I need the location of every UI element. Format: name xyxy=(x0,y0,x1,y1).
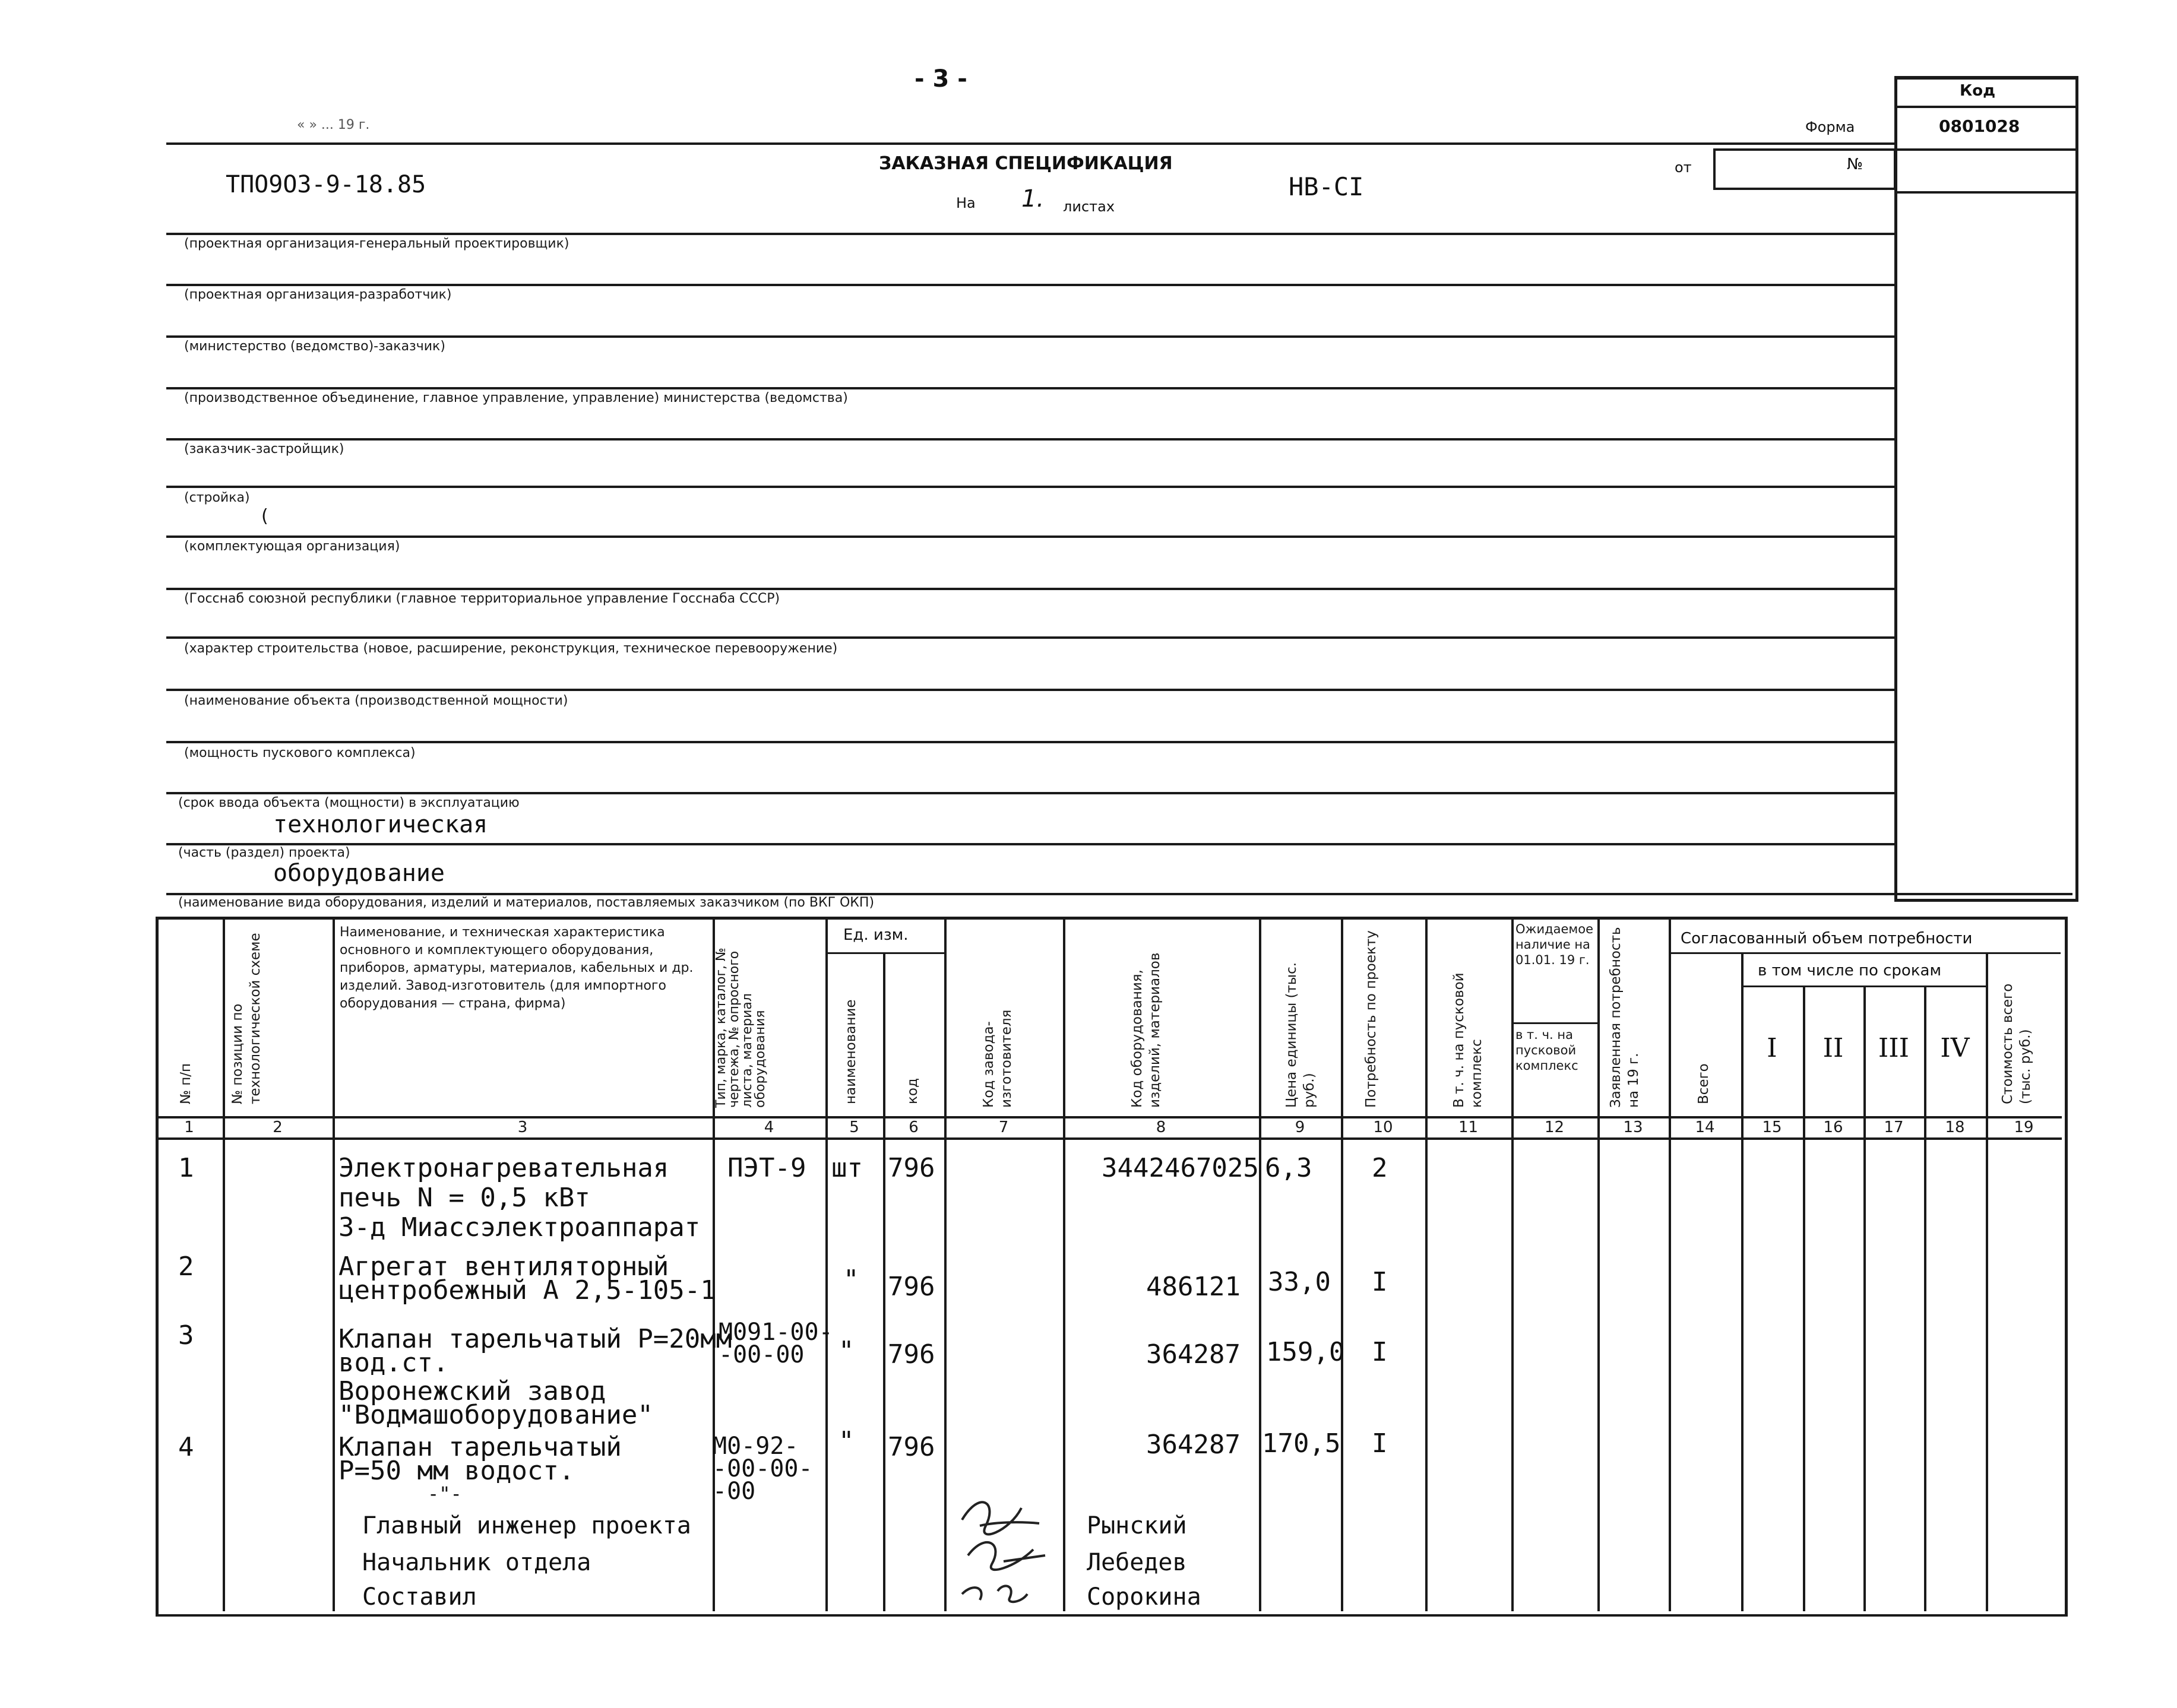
row-qty: I xyxy=(1372,1428,1388,1459)
row-equipment-code: 364287 xyxy=(1146,1339,1241,1370)
col-number: 16 xyxy=(1823,1118,1843,1136)
field-caption: (характер строительства (новое, расширение, реконструкция, техническое перевооружение) xyxy=(184,641,838,656)
col-header-expected-launch: в т. ч. на пусковой комплекс xyxy=(1515,1028,1578,1073)
row-unit: " xyxy=(838,1426,855,1456)
col-number: 2 xyxy=(273,1118,283,1136)
row-qty: 2 xyxy=(1372,1153,1388,1183)
col-number: 19 xyxy=(2014,1118,2034,1136)
col-header-unit-code: код xyxy=(905,1078,920,1104)
field-caption: (комплектующая организация) xyxy=(184,539,400,554)
number-box xyxy=(1713,148,1896,190)
date-line: « » ... 19 г. xyxy=(297,118,370,132)
kod-box xyxy=(1894,76,2078,902)
col-number: 11 xyxy=(1458,1118,1479,1136)
col-number: 15 xyxy=(1762,1118,1782,1136)
field-caption: (мощность пускового комплекса) xyxy=(184,746,416,760)
col-header-unit-group: Ед. изм. xyxy=(843,926,909,944)
row-name-line: вод.ст. xyxy=(338,1348,449,1378)
col-header-total: Всего xyxy=(1696,1063,1711,1104)
col-header-name: Наименование, и техническая характеристика основного и комплектующего оборудования, приборов, арматуры, материалов, кабельных и др. изделий. Завод-изготовитель (для импортного оборудования — страна, фирма) xyxy=(340,925,694,1011)
field-caption: (проектная организация-разработчик) xyxy=(184,287,452,302)
col-header-equipment-code: Код оборудования, изделий, материалов xyxy=(1129,952,1163,1108)
col-header-q1: I xyxy=(1767,1033,1777,1063)
row-name-line: Клапан тарельчатый Р=20мм xyxy=(338,1324,732,1354)
row-qty: I xyxy=(1372,1267,1388,1297)
field-value: ( xyxy=(261,506,268,527)
row-number: 3 xyxy=(178,1320,194,1351)
row-qty: I xyxy=(1372,1337,1388,1367)
col-number: 4 xyxy=(764,1118,774,1136)
forma-label: Форма xyxy=(1805,119,1855,135)
row-price: 170,5 xyxy=(1262,1428,1341,1459)
col-header-price: Цена единицы (тыс. руб.) xyxy=(1284,962,1317,1108)
row-name-line: "Водмашоборудование" xyxy=(338,1400,653,1430)
col-number: 8 xyxy=(1156,1118,1166,1136)
field-value: оборудование xyxy=(273,860,445,887)
row-name-line: -"- xyxy=(428,1482,462,1505)
row-name-line: Клапан тарельчатый xyxy=(338,1432,622,1462)
field-value: технологическая xyxy=(273,811,488,838)
col-header-q4: IV xyxy=(1940,1033,1970,1063)
field-caption: (Госснаб союзной республики (главное территориальное управление Госснаба СССР) xyxy=(184,591,780,606)
field-caption: (срок ввода объекта (мощности) в эксплуатацию xyxy=(178,796,520,810)
row-equipment-code: 3442467025 xyxy=(1102,1153,1259,1183)
col-number: 18 xyxy=(1945,1118,1965,1136)
col-header-declared: Заявленная потребность на 19 г. xyxy=(1608,927,1641,1108)
col-header-q2: II xyxy=(1822,1033,1844,1063)
col-number: 17 xyxy=(1884,1118,1904,1136)
col-header-q3: III xyxy=(1878,1033,1910,1063)
col-header-type: Тип, марка, каталог, № чертежа, № опросного листа, материал оборудования xyxy=(714,948,768,1108)
field-caption: (проектная организация-генеральный проектировщик) xyxy=(184,236,569,251)
row-number: 2 xyxy=(178,1251,194,1282)
ot-label: от xyxy=(1675,159,1692,176)
sheets-prefix: На xyxy=(956,195,976,211)
row-equipment-code: 486121 xyxy=(1146,1272,1241,1302)
row-type-line: -00 xyxy=(713,1478,756,1505)
row-name-line: Агрегат вентиляторный xyxy=(338,1251,669,1282)
row-name-line: З-д Миассэлектроаппарат xyxy=(338,1212,701,1243)
field-caption: (наименование вида оборудования, изделий и материалов, поставляемых заказчиком (по ВКГ ОКП) xyxy=(178,895,875,910)
row-type-line: -00-00- xyxy=(713,1455,813,1482)
col-number: 9 xyxy=(1295,1118,1305,1136)
row-unit-code: 796 xyxy=(888,1432,935,1462)
col-header-pos: № позиции по технологической схеме xyxy=(230,933,263,1104)
col-number: 12 xyxy=(1544,1118,1565,1136)
spec-number: НВ-СI xyxy=(1289,172,1364,201)
row-unit: " xyxy=(843,1265,859,1295)
row-name-line: печь N = 0,5 кВт xyxy=(338,1183,590,1213)
signature-name: Лебедев xyxy=(1087,1549,1187,1576)
row-unit-code: 796 xyxy=(888,1339,935,1370)
handwritten-signatures xyxy=(944,1466,1063,1609)
row-type-line: -00-00 xyxy=(719,1341,805,1368)
row-name-line: Р=50 мм водост. xyxy=(338,1456,575,1486)
col-number: 13 xyxy=(1623,1118,1643,1136)
row-name-line: Воронежский завод xyxy=(338,1376,606,1406)
row-unit: шт xyxy=(831,1153,863,1183)
field-caption: (министерство (ведомство)-заказчик) xyxy=(184,339,445,354)
col-header-need: Потребность по проекту xyxy=(1363,930,1379,1108)
field-caption: (стройка) xyxy=(184,490,250,505)
row-price: 33,0 xyxy=(1268,1267,1331,1297)
field-caption: (часть (раздел) проекта) xyxy=(178,845,350,860)
col-header-launch: В т. ч. на пусковой комплекс xyxy=(1451,972,1485,1108)
row-type-line: ПЭТ-9 xyxy=(727,1153,806,1183)
row-name-line: центробежный А 2,5-105-1 xyxy=(338,1275,716,1305)
field-caption: (производственное объединение, главное управление, управление) министерства (ведомства) xyxy=(184,391,848,405)
row-unit-code: 796 xyxy=(888,1272,935,1302)
col-header-plant-code: Код завода-изготовителя xyxy=(981,1009,1014,1108)
col-header-expected: Ожидаемое наличие на 01.01. 19 г. xyxy=(1515,922,1594,967)
signature-role: Составил xyxy=(362,1583,477,1611)
col-header-unit-name: наименование xyxy=(843,999,859,1104)
signature-name: Рынский xyxy=(1087,1512,1187,1539)
row-unit-code: 796 xyxy=(888,1153,935,1183)
field-caption: (заказчик-застройщик) xyxy=(184,442,344,457)
sheets-suffix: листах xyxy=(1063,198,1115,215)
signature-name: Сорокина xyxy=(1087,1583,1201,1611)
col-number: 7 xyxy=(998,1118,1009,1136)
signature-role: Начальник отдела xyxy=(362,1549,591,1576)
col-header-cost: Стоимость всего (тыс. руб.) xyxy=(2000,983,2033,1104)
col-header-agreed-group: Согласованный объем потребности xyxy=(1681,930,1973,948)
row-price: 6,3 xyxy=(1265,1153,1312,1183)
field-caption: (наименование объекта (производственной мощности) xyxy=(184,693,568,708)
col-header-periods-group: в том числе по срокам xyxy=(1758,962,1942,980)
col-header-n: № п/п xyxy=(178,1063,194,1104)
col-number: 3 xyxy=(517,1118,528,1136)
col-number: 1 xyxy=(184,1118,194,1136)
document-title: ЗАКАЗНАЯ СПЕЦИФИКАЦИЯ xyxy=(879,153,1173,174)
row-number: 1 xyxy=(178,1153,194,1183)
signature-role: Главный инженер проекта xyxy=(362,1512,691,1539)
row-type-line: М091-00- xyxy=(719,1319,833,1346)
row-equipment-code: 364287 xyxy=(1146,1430,1241,1460)
sheets-count: 1. xyxy=(1021,185,1045,213)
page-number: - 3 - xyxy=(915,65,967,93)
row-type-line: М0-92- xyxy=(713,1433,799,1460)
kod-label: Код xyxy=(1960,82,1996,100)
row-price: 159,0 xyxy=(1266,1337,1345,1367)
row-unit: " xyxy=(838,1336,855,1366)
col-number: 5 xyxy=(849,1118,859,1136)
row-number: 4 xyxy=(178,1432,194,1462)
project-code: ТПО9О3-9-18.85 xyxy=(226,171,426,198)
forma-code: 0801028 xyxy=(1939,116,2020,136)
no-label: № xyxy=(1847,156,1863,173)
col-number: 14 xyxy=(1695,1118,1715,1136)
row-name-line: Электронагревательная xyxy=(338,1153,669,1183)
col-number: 10 xyxy=(1373,1118,1393,1136)
col-number: 6 xyxy=(909,1118,919,1136)
